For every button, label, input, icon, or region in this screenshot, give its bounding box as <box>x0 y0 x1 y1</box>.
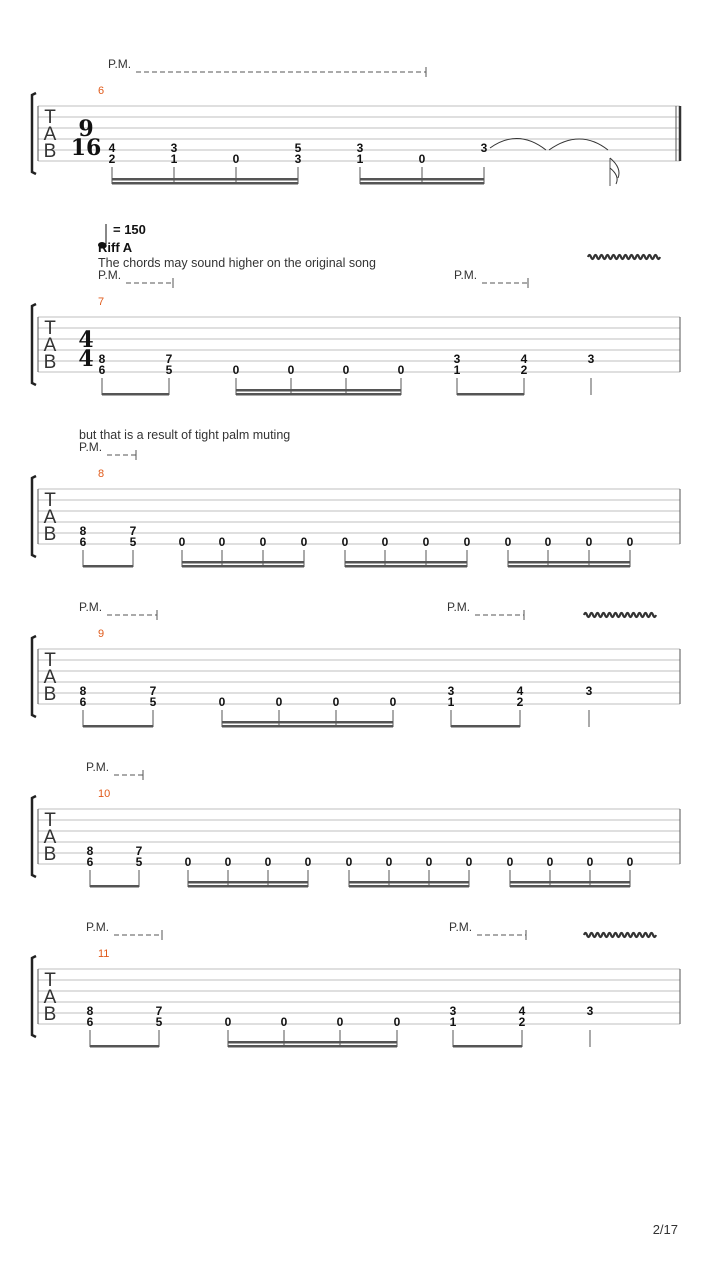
fret-number: 0 <box>336 1015 344 1029</box>
fret-number: 0 <box>585 535 593 549</box>
measure-number: 9 <box>98 628 105 640</box>
fret-number: 0 <box>465 855 473 869</box>
beam-secondary <box>222 721 393 724</box>
tab-letter: T <box>44 490 56 511</box>
fret-number: 0 <box>264 855 272 869</box>
measure-number: 8 <box>98 468 105 480</box>
fret-number: 7 <box>165 352 173 366</box>
fret-number: 1 <box>356 152 364 166</box>
beam-secondary <box>510 881 630 884</box>
beam <box>188 885 308 888</box>
note-column <box>519 1004 526 1047</box>
beam-secondary <box>228 1041 397 1044</box>
note-column <box>586 684 593 727</box>
palm-mute <box>447 600 524 620</box>
fret-number: 0 <box>259 535 267 549</box>
fret-number: 0 <box>544 535 552 549</box>
fret-number: 8 <box>98 352 106 366</box>
note-column <box>357 141 364 184</box>
tab-letter: T <box>44 318 56 339</box>
fret-number: 0 <box>332 695 340 709</box>
measure-number: 11 <box>98 948 110 960</box>
fret-number: 5 <box>165 363 173 377</box>
fret-number: 6 <box>86 855 94 869</box>
beam <box>451 725 520 728</box>
measure-number: 10 <box>98 788 111 800</box>
tab-letter: A <box>43 827 57 848</box>
tab-letter: B <box>43 684 57 705</box>
tie-arc <box>549 139 608 150</box>
beam <box>457 393 524 396</box>
system-bracket <box>32 476 36 557</box>
fret-number: 0 <box>341 535 349 549</box>
note-column <box>130 524 137 567</box>
annotation-text: The chords may sound higher on the original song <box>98 256 376 270</box>
palm-mute <box>449 920 526 940</box>
note-column <box>80 684 87 727</box>
tab-system <box>32 296 680 396</box>
note-column <box>171 141 178 184</box>
fret-number: 8 <box>79 684 87 698</box>
pm-label: P.M. <box>449 920 473 934</box>
beam <box>90 1045 159 1048</box>
beam <box>349 885 469 888</box>
note-column <box>156 1004 163 1047</box>
fret-number: 7 <box>155 1004 163 1018</box>
pm-label: P.M. <box>447 600 471 614</box>
tab-letter: B <box>43 524 57 545</box>
note-column <box>450 1004 457 1047</box>
time-signature-bottom: 16 <box>70 135 102 161</box>
fret-number: 4 <box>516 684 524 698</box>
note-column <box>136 844 143 887</box>
fret-number: 5 <box>135 855 143 869</box>
beam <box>360 182 484 185</box>
tab-letter: B <box>43 844 57 865</box>
system-bracket <box>32 956 36 1037</box>
fret-number: 3 <box>453 352 461 366</box>
note-column <box>80 524 87 567</box>
fret-number: 4 <box>108 141 116 155</box>
fret-number: 0 <box>178 535 186 549</box>
beam <box>83 565 133 568</box>
fret-number: 0 <box>385 855 393 869</box>
fret-number: 5 <box>149 695 157 709</box>
tab-system <box>32 628 680 728</box>
fret-number: 2 <box>520 363 528 377</box>
tie-arc <box>490 138 546 150</box>
fret-number: 0 <box>304 855 312 869</box>
note-flag <box>610 158 619 184</box>
note-column <box>587 1004 594 1047</box>
note-column <box>99 352 106 395</box>
fret-number: 0 <box>342 363 350 377</box>
pm-label: P.M. <box>79 600 103 614</box>
tempo-value: = 150 <box>113 222 146 237</box>
tab-letter: A <box>43 507 57 528</box>
fret-number: 0 <box>506 855 514 869</box>
time-signature-top: 4 <box>78 327 94 353</box>
fret-number: 7 <box>135 844 143 858</box>
fret-number: 0 <box>232 363 240 377</box>
fret-number: 0 <box>300 535 308 549</box>
fret-number: 0 <box>224 1015 232 1029</box>
beam-secondary <box>508 561 630 564</box>
fret-number: 5 <box>155 1015 163 1029</box>
fret-number: 3 <box>587 352 595 366</box>
fret-number: 0 <box>275 695 283 709</box>
note-column <box>150 684 157 727</box>
beam <box>508 565 630 568</box>
pm-label: P.M. <box>86 920 110 934</box>
fret-number: 5 <box>129 535 137 549</box>
beam <box>453 1045 522 1048</box>
fret-number: 3 <box>585 684 593 698</box>
palm-mute <box>86 760 143 780</box>
fret-number: 0 <box>546 855 554 869</box>
tab-letter: T <box>44 107 56 128</box>
note-column <box>481 141 488 184</box>
system-bracket <box>32 636 36 717</box>
pm-label: P.M. <box>79 440 103 454</box>
tab-letter: A <box>43 667 57 688</box>
note-column <box>588 352 595 395</box>
palm-mute <box>454 268 528 288</box>
fret-number: 0 <box>504 535 512 549</box>
beam-secondary <box>188 881 308 884</box>
pm-label: P.M. <box>108 57 132 71</box>
palm-mute <box>79 600 157 620</box>
beam <box>102 393 169 396</box>
fret-number: 0 <box>224 855 232 869</box>
fret-number: 3 <box>449 1004 457 1018</box>
fret-number: 0 <box>626 535 634 549</box>
tab-letter: B <box>43 141 57 162</box>
note-column <box>517 684 524 727</box>
tab-system <box>32 85 680 185</box>
fret-number: 8 <box>86 1004 94 1018</box>
fret-number: 0 <box>184 855 192 869</box>
tab-system <box>32 948 680 1048</box>
fret-number: 2 <box>108 152 116 166</box>
tab-system <box>32 468 680 568</box>
beam-secondary <box>360 178 484 181</box>
note-column <box>166 352 173 395</box>
fret-number: 3 <box>356 141 364 155</box>
note-column <box>448 684 455 727</box>
beam <box>83 725 153 728</box>
fret-number: 0 <box>287 363 295 377</box>
tab-letter: T <box>44 650 56 671</box>
note-column <box>454 352 461 395</box>
palm-mute <box>108 57 426 77</box>
system-bracket <box>32 93 36 174</box>
fret-number: 0 <box>218 535 226 549</box>
note-column <box>87 1004 94 1047</box>
vibrato-mark <box>584 613 656 617</box>
fret-number: 1 <box>170 152 178 166</box>
fret-number: 3 <box>170 141 178 155</box>
time-signature-top: 9 <box>78 116 94 142</box>
page-number: 2/17 <box>652 1222 678 1237</box>
annotation-text: but that is a result of tight palm muting <box>79 428 291 442</box>
fret-number: 0 <box>425 855 433 869</box>
fret-number: 2 <box>518 1015 526 1029</box>
fret-number: 8 <box>79 524 87 538</box>
fret-number: 0 <box>218 695 226 709</box>
beam-secondary <box>182 561 304 564</box>
fret-number: 0 <box>422 535 430 549</box>
beam <box>90 885 139 888</box>
fret-number: 3 <box>447 684 455 698</box>
fret-number: 0 <box>418 152 426 166</box>
beam <box>345 565 467 568</box>
fret-number: 0 <box>280 1015 288 1029</box>
fret-number: 4 <box>518 1004 526 1018</box>
fret-number: 7 <box>149 684 157 698</box>
fret-number: 0 <box>232 152 240 166</box>
section-label: Riff A <box>98 240 133 255</box>
pm-label: P.M. <box>98 268 122 282</box>
palm-mute <box>86 920 162 940</box>
beam-secondary <box>112 178 298 181</box>
beam-secondary <box>236 389 401 392</box>
fret-number: 0 <box>586 855 594 869</box>
system-bracket <box>32 796 36 877</box>
beam-secondary <box>349 881 469 884</box>
time-signature-bottom: 4 <box>78 346 94 372</box>
fret-number: 6 <box>98 363 106 377</box>
fret-number: 0 <box>397 363 405 377</box>
fret-number: 6 <box>79 695 87 709</box>
fret-number: 7 <box>129 524 137 538</box>
fret-number: 1 <box>453 363 461 377</box>
fret-number: 6 <box>86 1015 94 1029</box>
fret-number: 3 <box>294 152 302 166</box>
tab-letter: A <box>43 124 57 145</box>
note-column <box>87 844 94 887</box>
fret-number: 1 <box>449 1015 457 1029</box>
palm-mute <box>79 440 136 460</box>
pm-label: P.M. <box>86 760 110 774</box>
fret-number: 3 <box>586 1004 594 1018</box>
fret-number: 0 <box>389 695 397 709</box>
beam-secondary <box>345 561 467 564</box>
palm-mute <box>98 268 173 288</box>
system-bracket <box>32 304 36 385</box>
fret-number: 0 <box>463 535 471 549</box>
beam <box>222 725 393 728</box>
note-column <box>521 352 528 395</box>
beam <box>510 885 630 888</box>
fret-number: 8 <box>86 844 94 858</box>
fret-number: 3 <box>480 141 488 155</box>
tab-letter: B <box>43 352 57 373</box>
beam <box>182 565 304 568</box>
fret-number: 6 <box>79 535 87 549</box>
fret-number: 0 <box>393 1015 401 1029</box>
tab-letter: A <box>43 335 57 356</box>
pm-label: P.M. <box>454 268 478 282</box>
fret-number: 1 <box>447 695 455 709</box>
fret-number: 5 <box>294 141 302 155</box>
measure-number: 7 <box>98 296 105 308</box>
fret-number: 2 <box>516 695 524 709</box>
tab-letter: T <box>44 810 56 831</box>
tab-letter: T <box>44 970 56 991</box>
measure-number: 6 <box>98 85 105 97</box>
fret-number: 0 <box>345 855 353 869</box>
vibrato-mark <box>588 255 660 259</box>
fret-number: 0 <box>626 855 634 869</box>
beam <box>236 393 401 396</box>
fret-number: 0 <box>381 535 389 549</box>
beam <box>112 182 298 185</box>
tab-letter: A <box>43 987 57 1008</box>
tab-system <box>32 788 680 888</box>
fret-number: 4 <box>520 352 528 366</box>
note-column <box>109 141 116 184</box>
tab-letter: B <box>43 1004 57 1025</box>
note-column <box>295 141 302 184</box>
beam <box>228 1045 397 1048</box>
vibrato-mark <box>584 933 656 937</box>
